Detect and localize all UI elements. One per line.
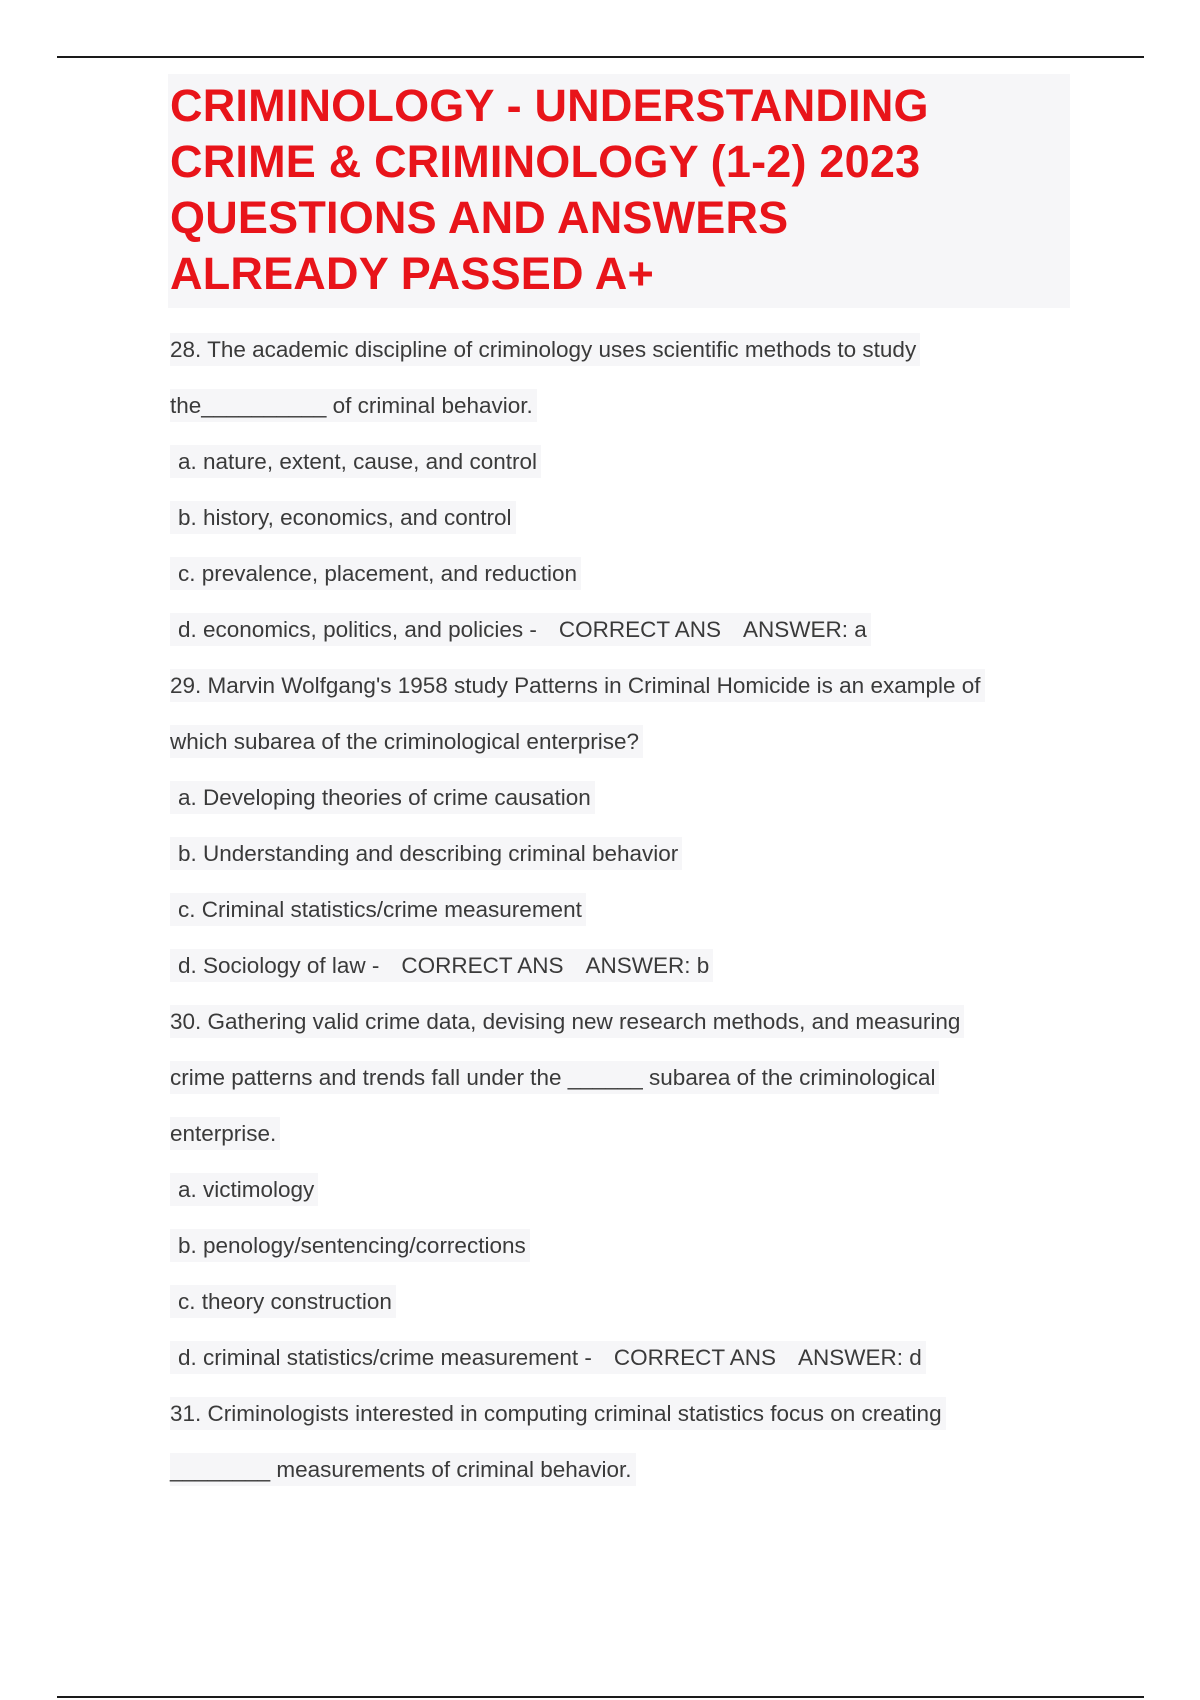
option-text: d. Sociology of law - bbox=[178, 953, 380, 978]
answer-option: b. Understanding and describing criminal behavior bbox=[170, 826, 1070, 882]
document-body bbox=[170, 74, 1070, 1498]
answer-key: ANSWER: a bbox=[743, 617, 867, 642]
bottom-rule bbox=[57, 1696, 1144, 1698]
correct-label: CORRECT ANS bbox=[558, 617, 722, 642]
option-text: d. economics, politics, and policies - bbox=[178, 617, 537, 642]
title-line: CRIMINOLOGY - UNDERSTANDING bbox=[170, 80, 929, 131]
answer-option: a. victimology bbox=[170, 1162, 1070, 1218]
question-28 bbox=[170, 322, 1070, 658]
answer-option-with-answer bbox=[170, 602, 1070, 658]
title-line: QUESTIONS AND ANSWERS bbox=[170, 192, 789, 243]
question-stem-line: ________ measurements of criminal behavior. bbox=[170, 1442, 1070, 1498]
question-stem-line: enterprise. bbox=[170, 1106, 1070, 1162]
question-29 bbox=[170, 658, 1070, 994]
answer-option-with-answer bbox=[170, 1330, 1070, 1386]
answer-option: b. penology/sentencing/corrections bbox=[170, 1218, 1070, 1274]
answer-option: b. history, economics, and control bbox=[170, 490, 1070, 546]
question-stem-line: 30. Gathering valid crime data, devising new research methods, and measuring bbox=[170, 994, 1070, 1050]
answer-option: c. prevalence, placement, and reduction bbox=[170, 546, 1070, 602]
document-title bbox=[168, 74, 1070, 308]
question-stem-line: the__________ of criminal behavior. bbox=[170, 378, 1070, 434]
question-stem-line: which subarea of the criminological enterprise? bbox=[170, 714, 1070, 770]
question-stem-line: 29. Marvin Wolfgang's 1958 study Patterns in Criminal Homicide is an example of bbox=[170, 658, 1070, 714]
answer-option: a. nature, extent, cause, and control bbox=[170, 434, 1070, 490]
answer-key: ANSWER: d bbox=[797, 1345, 922, 1370]
answer-option: c. theory construction bbox=[170, 1274, 1070, 1330]
question-stem-line: 31. Criminologists interested in computing criminal statistics focus on creating bbox=[170, 1386, 1070, 1442]
answer-option: c. Criminal statistics/crime measurement bbox=[170, 882, 1070, 938]
answer-option: a. Developing theories of crime causation bbox=[170, 770, 1070, 826]
question-30 bbox=[170, 994, 1070, 1386]
option-text: d. criminal statistics/crime measurement - bbox=[178, 1345, 592, 1370]
question-stem-line: 28. The academic discipline of criminology uses scientific methods to study bbox=[170, 322, 1070, 378]
top-rule bbox=[57, 56, 1144, 58]
question-31 bbox=[170, 1386, 1070, 1498]
question-stem-line: crime patterns and trends fall under the ______ subarea of the criminological bbox=[170, 1050, 1070, 1106]
title-line: CRIME & CRIMINOLOGY (1-2) 2023 bbox=[170, 136, 921, 187]
correct-label: CORRECT ANS bbox=[613, 1345, 776, 1370]
answer-option-with-answer bbox=[170, 938, 1070, 994]
correct-label: CORRECT ANS bbox=[401, 953, 564, 978]
answer-key: ANSWER: b bbox=[585, 953, 710, 978]
title-line: ALREADY PASSED A+ bbox=[170, 248, 654, 299]
